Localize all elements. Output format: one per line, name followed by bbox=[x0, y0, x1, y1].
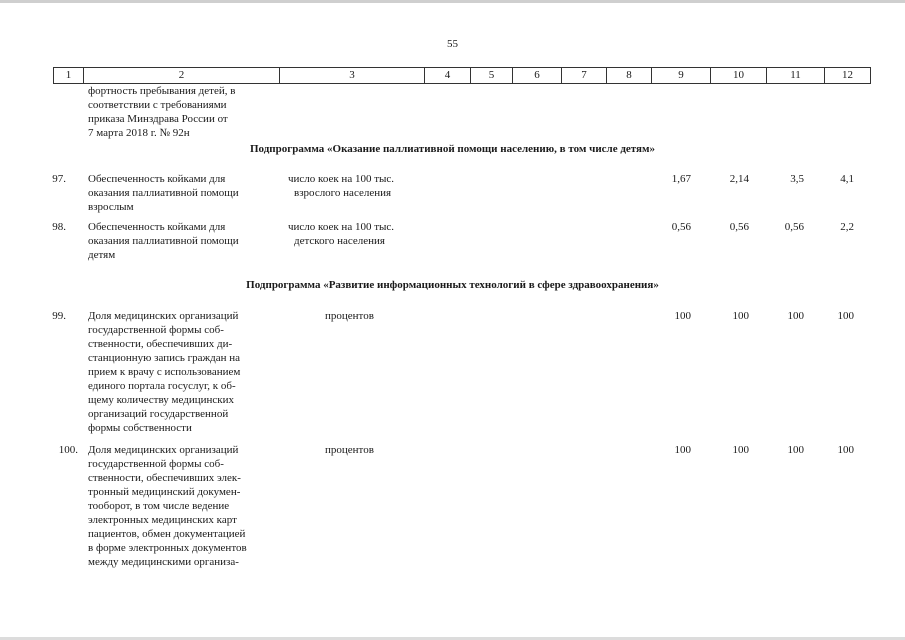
description-line: Доля медицинских организаций bbox=[88, 310, 239, 322]
column-header-10: 10 bbox=[711, 68, 767, 84]
row-unit bbox=[325, 309, 475, 323]
description-line: формы собственности bbox=[88, 422, 192, 434]
description-line: тооборот, в том числе ведение bbox=[88, 500, 230, 512]
value-col-9: 1,67 bbox=[671, 173, 691, 185]
column-header-3: 3 bbox=[280, 68, 425, 84]
carryover-line: приказа Минздрава России от bbox=[88, 113, 228, 125]
row-description bbox=[88, 443, 278, 569]
column-header-row bbox=[53, 67, 871, 84]
row-number: 99. bbox=[52, 310, 66, 322]
value-col-9: 100 bbox=[674, 310, 691, 322]
description-line: организаций государственной bbox=[88, 408, 229, 420]
description-line: Обеспеченность койками для bbox=[88, 221, 226, 233]
carryover-description bbox=[88, 84, 278, 140]
value-col-10: 100 bbox=[732, 310, 749, 322]
value-col-9: 100 bbox=[674, 444, 691, 456]
description-line: щему количеству медицинских bbox=[88, 394, 234, 406]
description-line: оказания паллиативной помощи bbox=[88, 235, 239, 247]
column-header-1: 1 bbox=[54, 68, 84, 84]
value-col-11: 100 bbox=[787, 444, 804, 456]
description-line: оказания паллиативной помощи bbox=[88, 187, 239, 199]
row-number: 100. bbox=[58, 444, 78, 456]
unit-line: процентов bbox=[325, 444, 374, 456]
page-number: 55 bbox=[447, 38, 458, 50]
value-col-10: 0,56 bbox=[729, 221, 749, 233]
unit-line: число коек на 100 тыс. bbox=[288, 173, 395, 185]
description-line: Обеспеченность койками для bbox=[88, 173, 226, 185]
description-line: единого портала госуслуг, к об- bbox=[88, 380, 236, 392]
value-col-12: 100 bbox=[837, 444, 854, 456]
row-unit bbox=[288, 220, 438, 248]
unit-line: взрослого населения bbox=[294, 187, 392, 199]
row-description bbox=[88, 220, 278, 262]
value-col-11: 100 bbox=[787, 310, 804, 322]
description-line: в форме электронных документов bbox=[88, 542, 247, 554]
row-description bbox=[88, 309, 278, 435]
description-line: ственности, обеспечивших элек- bbox=[88, 472, 241, 484]
description-line: государственной формы соб- bbox=[88, 458, 224, 470]
row-number: 98. bbox=[52, 221, 66, 233]
carryover-line: фортность пребывания детей, в bbox=[88, 85, 236, 97]
description-line: ственности, обеспечивших ди- bbox=[88, 338, 233, 350]
row-number: 97. bbox=[52, 173, 66, 185]
value-col-12: 2,2 bbox=[840, 221, 854, 233]
column-header-4: 4 bbox=[425, 68, 471, 84]
unit-line: процентов bbox=[325, 310, 374, 322]
scan-top-edge bbox=[0, 0, 905, 3]
unit-line: число коек на 100 тыс. bbox=[288, 221, 395, 233]
row-unit bbox=[325, 443, 475, 457]
description-line: Доля медицинских организаций bbox=[88, 444, 239, 456]
column-header-6: 6 bbox=[513, 68, 562, 84]
carryover-line: соответствии с требованиями bbox=[88, 99, 227, 111]
description-line: между медицинскими организа- bbox=[88, 556, 239, 568]
description-line: детям bbox=[88, 249, 116, 261]
value-col-12: 4,1 bbox=[840, 173, 854, 185]
carryover-line: 7 марта 2018 г. № 92н bbox=[88, 127, 190, 139]
section-title-it: Подпрограмма «Развитие информационных технологий в сфере здравоохранения» bbox=[246, 279, 659, 291]
column-header-12: 12 bbox=[825, 68, 871, 84]
description-line: взрослым bbox=[88, 201, 134, 213]
column-header-11: 11 bbox=[767, 68, 825, 84]
value-col-12: 100 bbox=[837, 310, 854, 322]
section-title-palliative: Подпрограмма «Оказание паллиативной помощи населению, в том числе детям» bbox=[249, 143, 655, 155]
description-line: электронных медицинских карт bbox=[88, 514, 237, 526]
column-header-2: 2 bbox=[84, 68, 280, 84]
description-line: государственной формы соб- bbox=[88, 324, 224, 336]
unit-line: детского населения bbox=[294, 235, 385, 247]
description-line: пациентов, обмен документацией bbox=[88, 528, 246, 540]
column-header-7: 7 bbox=[562, 68, 607, 84]
value-col-11: 3,5 bbox=[790, 173, 804, 185]
row-unit bbox=[288, 172, 438, 200]
row-description bbox=[88, 172, 278, 214]
column-header-8: 8 bbox=[607, 68, 652, 84]
description-line: тронный медицинский докумен- bbox=[88, 486, 241, 498]
value-col-10: 2,14 bbox=[729, 173, 749, 185]
value-col-11: 0,56 bbox=[784, 221, 804, 233]
value-col-10: 100 bbox=[732, 444, 749, 456]
description-line: прием к врачу с использованием bbox=[88, 366, 241, 378]
value-col-9: 0,56 bbox=[671, 221, 691, 233]
column-header-5: 5 bbox=[471, 68, 513, 84]
column-header-9: 9 bbox=[652, 68, 711, 84]
description-line: станционную запись граждан на bbox=[88, 352, 240, 364]
